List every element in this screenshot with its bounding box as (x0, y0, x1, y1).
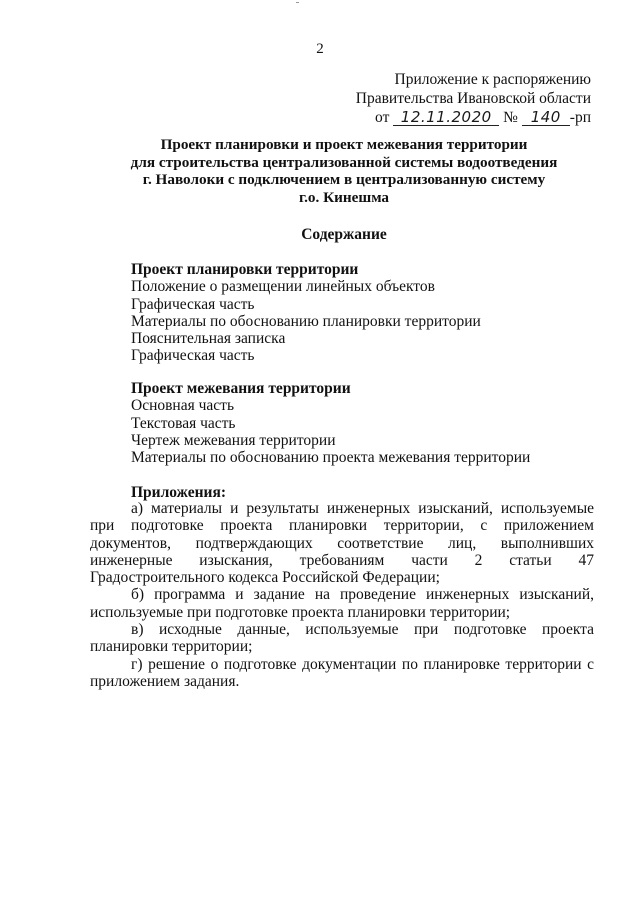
date-prefix: от (375, 109, 390, 126)
list-item: Материалы по обоснованию проекта межевания территории (131, 449, 531, 467)
list-item: Материалы по обоснованию планировки территории (131, 312, 481, 330)
section-surveying (131, 380, 611, 466)
number-sign: № (503, 109, 518, 126)
title-line-2: для строительства централизованной системы водоотведения (130, 153, 558, 171)
appendices-title: Приложения: (131, 484, 226, 501)
list-item: Графическая часть (131, 295, 255, 313)
contents-heading: Содержание (301, 226, 387, 243)
section-planning-title: Проект планировки территории (131, 261, 359, 278)
appendix-item-d: г) решение о подготовке документации по планировке территории с приложением задания. (90, 655, 594, 690)
list-item: Текстовая часть (131, 414, 236, 432)
list-item: Пояснительная записка (131, 330, 286, 348)
section-surveying-title: Проект межевания территории (131, 380, 351, 397)
list-item: Чертеж межевания территории (131, 431, 336, 449)
appendix-date-line (291, 108, 591, 127)
appendices-list (90, 500, 594, 690)
appendix-line-2: Правительства Ивановской области (355, 90, 591, 107)
appendix-item-a: а) материалы и результаты инженерных изысканий, используемые при подготовке проекта планировки территории, с приложением документов, подтверждающих соответствие лиц, выполнивших инженерные изыскания, требованиям части 2 статьи 47 Градостроительного кодекса Российской Федерации; (90, 500, 594, 587)
title-line-3: г. Наволоки с подключением в централизованную систему (142, 171, 546, 188)
handwritten-number: 140 (522, 110, 570, 126)
section-planning (131, 261, 611, 365)
scan-mark (296, 2, 299, 3)
title-line-4: г.о. Кинешма (298, 188, 390, 206)
list-item: Основная часть (131, 397, 235, 415)
title-line-1: Проект планировки и проект межевания территории (160, 136, 528, 153)
list-item: Графическая часть (131, 347, 255, 365)
document-title (70, 136, 618, 206)
page-number: 2 (316, 41, 324, 57)
handwritten-date: 12.11.2020 (393, 110, 499, 126)
list-item: Положение о размещении линейных объектов (131, 278, 435, 296)
number-suffix: -рп (569, 109, 591, 126)
appendix-header (291, 70, 591, 127)
appendix-line-1: Приложение к распоряжению (394, 71, 591, 88)
appendix-item-b: б) программа и задание на проведение инженерных изысканий, используемые при подготовке проекта планировки территории; (90, 586, 594, 621)
appendix-item-c: в) исходные данные, используемые при подготовке проекта планировки территории; (90, 621, 594, 656)
